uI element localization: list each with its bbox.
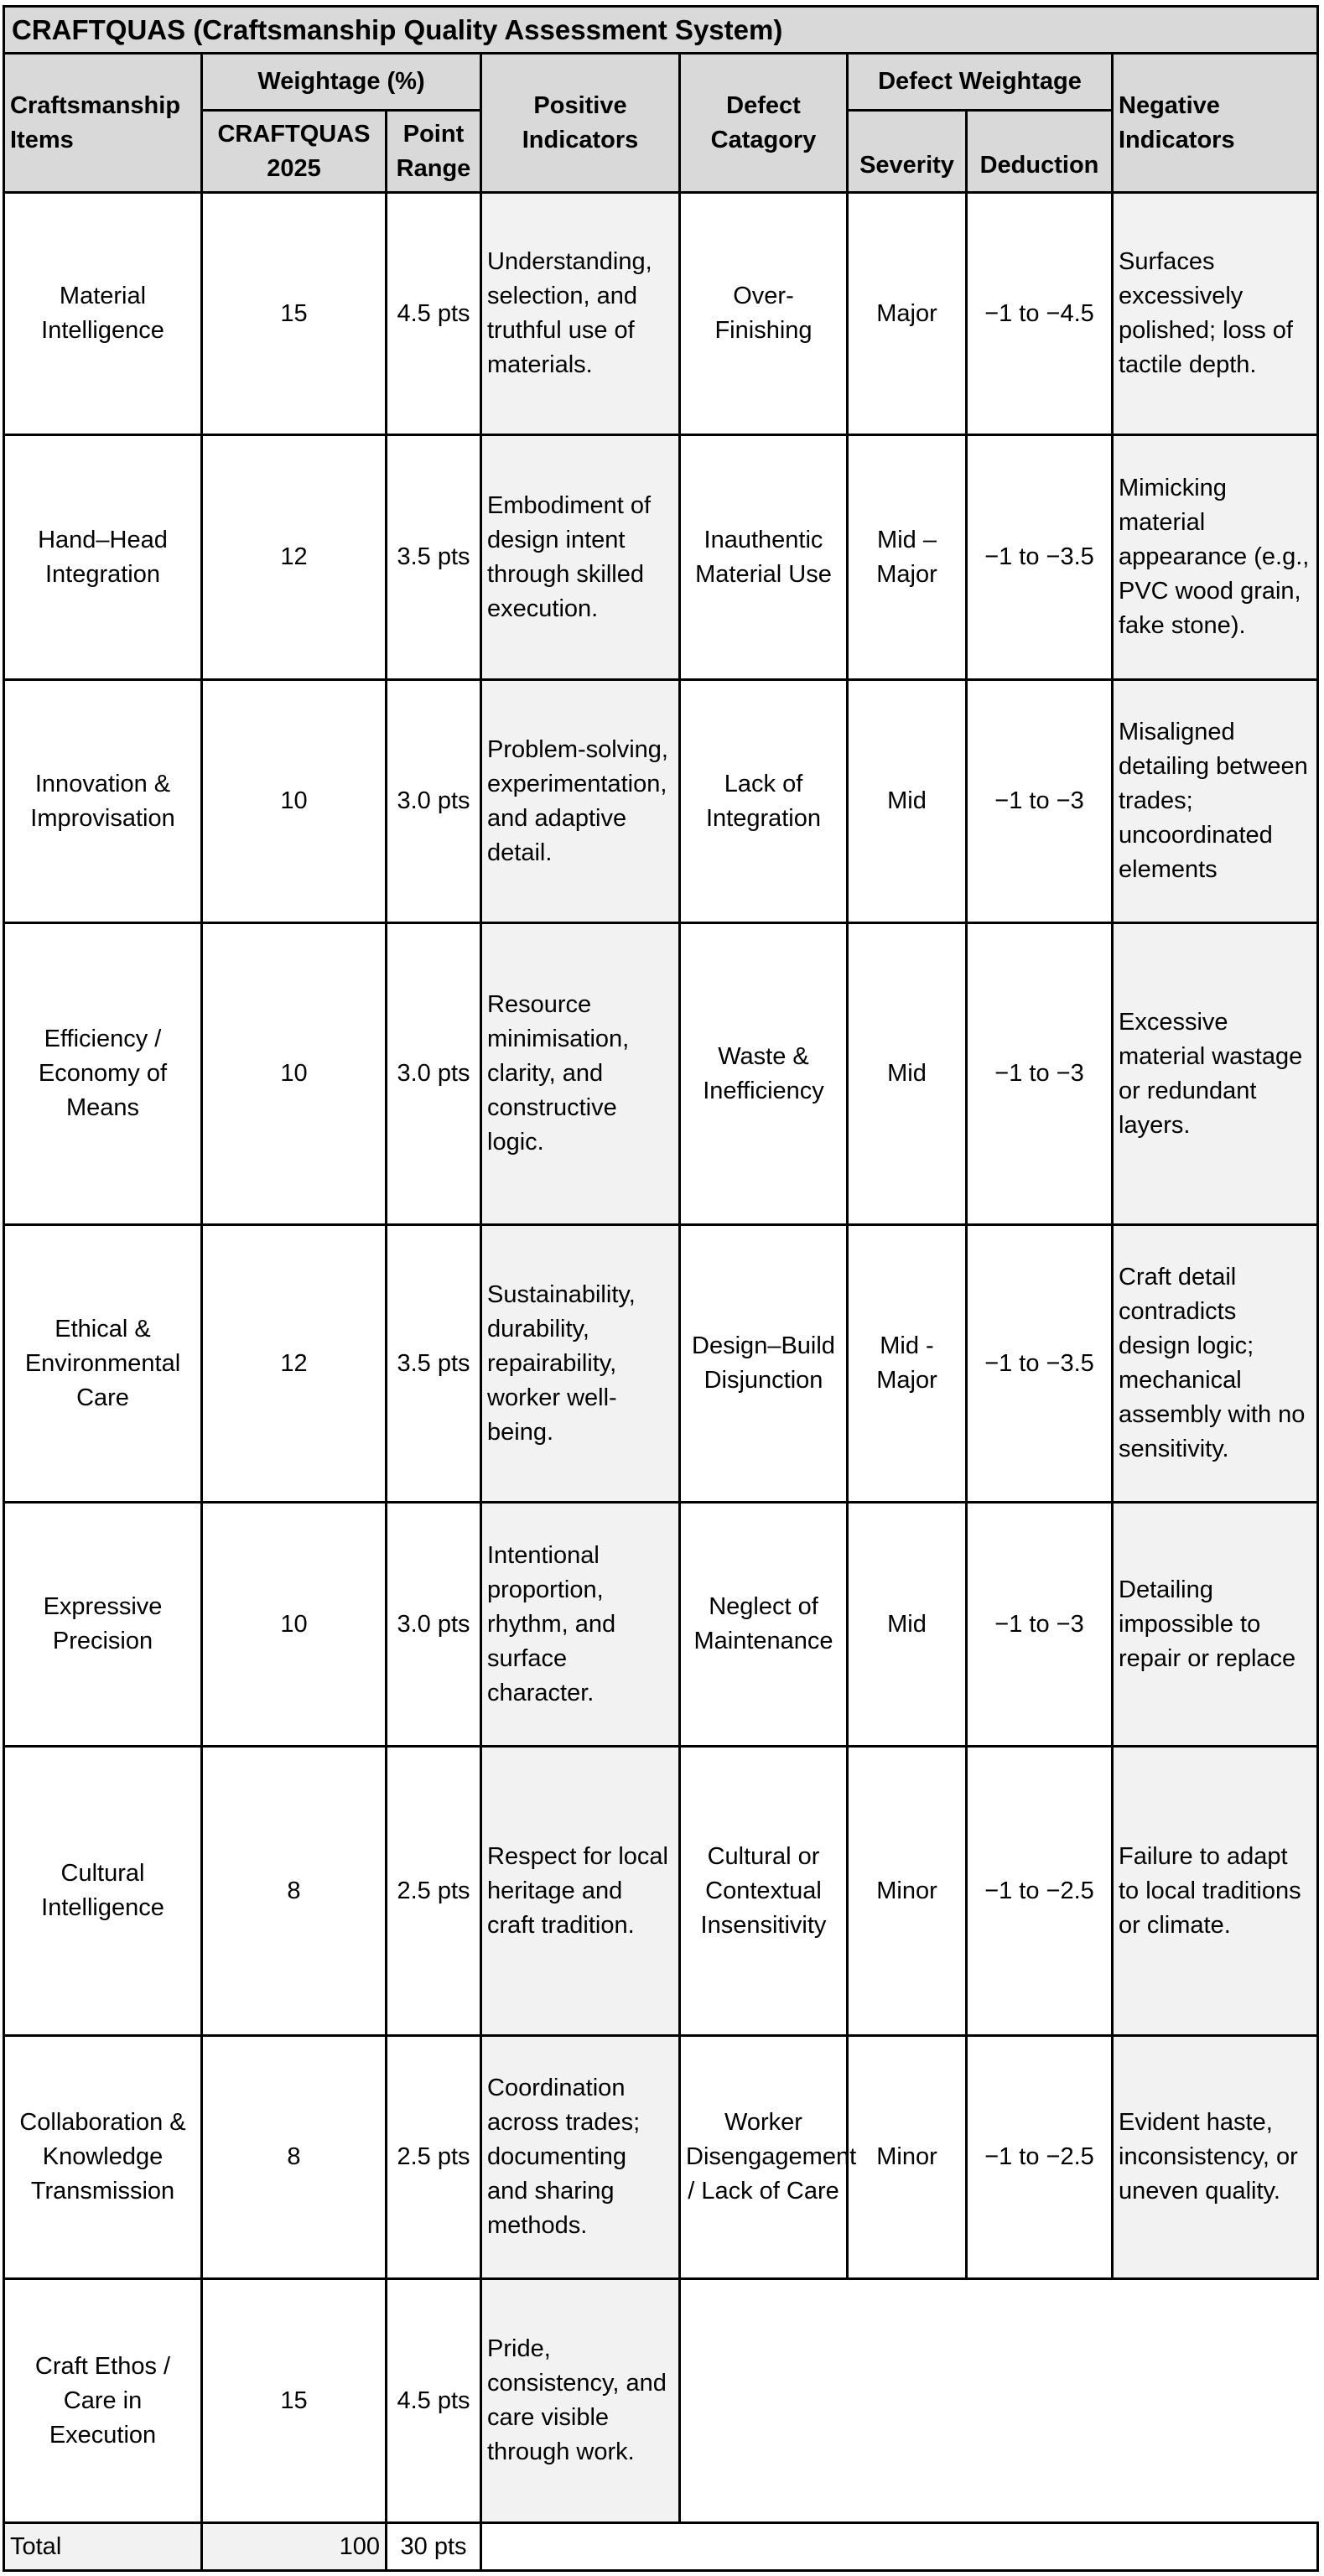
severity-cell: Mid [848, 1503, 967, 1747]
deduction-cell: −1 to −4.5 [967, 193, 1113, 435]
item-cell: Cultural Intelligence [4, 1747, 202, 2036]
table-row [4, 193, 1318, 435]
defect-cell: Over-Finishing [680, 193, 848, 435]
item-cell: Efficiency / Economy of Means [4, 923, 202, 1225]
header-defect-weightage: Defect Weightage [848, 54, 1113, 111]
deduction-cell: −1 to −3 [967, 923, 1113, 1225]
points-cell: 3.0 pts [387, 680, 481, 923]
deduction-cell: −1 to −3 [967, 1503, 1113, 1747]
table-title: CRAFTQUAS (Craftsmanship Quality Assessment System) [4, 7, 1318, 54]
table-row [4, 923, 1318, 1225]
negative-cell: Surfaces excessively polished; loss of tactile depth. [1113, 193, 1318, 435]
item-cell: Material Intelligence [4, 193, 202, 435]
header-craftquas-2025: CRAFTQUAS 2025 [202, 111, 387, 193]
defect-cell: Lack of Integration [680, 680, 848, 923]
deduction-cell: −1 to −2.5 [967, 1747, 1113, 2036]
table-row [4, 1225, 1318, 1503]
defect-cell: Worker Disengagement / Lack of Care [680, 2036, 848, 2279]
item-cell: Collaboration & Knowledge Transmission [4, 2036, 202, 2279]
severity-cell: Minor [848, 2036, 967, 2279]
header-weightage: Weightage (%) [202, 54, 481, 111]
table-row [4, 1503, 1318, 1747]
defect-cell: Waste & Inefficiency [680, 923, 848, 1225]
points-cell: 4.5 pts [387, 2279, 481, 2523]
points-cell: 4.5 pts [387, 193, 481, 435]
weight-cell: 12 [202, 435, 387, 680]
total-empty [481, 2523, 1318, 2571]
severity-cell: Minor [848, 1747, 967, 2036]
header-positive-indicators: Positive Indicators [481, 54, 680, 193]
table-row [4, 2036, 1318, 2279]
deduction-cell: −1 to −3 [967, 680, 1113, 923]
negative-cell: Craft detail contradicts design logic; mechanical assembly with no sensitivity. [1113, 1225, 1318, 1503]
item-cell: Ethical & Environmental Care [4, 1225, 202, 1503]
table-row [4, 435, 1318, 680]
points-cell: 3.0 pts [387, 1503, 481, 1747]
total-points: 30 pts [387, 2523, 481, 2571]
positive-cell: Problem-solving, experimentation, and adaptive detail. [481, 680, 680, 923]
weight-cell: 10 [202, 1503, 387, 1747]
negative-cell: Failure to adapt to local traditions or climate. [1113, 1747, 1318, 2036]
empty-cell [680, 2279, 1318, 2523]
negative-cell: Detailing impossible to repair or replace [1113, 1503, 1318, 1747]
weight-cell: 12 [202, 1225, 387, 1503]
table-row [4, 2279, 1318, 2523]
points-cell: 3.0 pts [387, 923, 481, 1225]
item-cell: Innovation & Improvisation [4, 680, 202, 923]
positive-cell: Understanding, selection, and truthful use of materials. [481, 193, 680, 435]
negative-cell: Excessive material wastage or redundant layers. [1113, 923, 1318, 1225]
weight-cell: 10 [202, 923, 387, 1225]
defect-cell: Design–Build Disjunction [680, 1225, 848, 1503]
item-cell: Expressive Precision [4, 1503, 202, 1747]
weight-cell: 15 [202, 193, 387, 435]
points-cell: 2.5 pts [387, 1747, 481, 2036]
table-row [4, 1747, 1318, 2036]
header-severity: Severity [848, 111, 967, 193]
positive-cell: Respect for local heritage and craft tradition. [481, 1747, 680, 2036]
defect-cell: Cultural or Contextual Insensitivity [680, 1747, 848, 2036]
negative-cell: Misaligned detailing between trades; uncoordinated elements [1113, 680, 1318, 923]
defect-cell: Inauthentic Material Use [680, 435, 848, 680]
points-cell: 2.5 pts [387, 2036, 481, 2279]
total-row [4, 2523, 1318, 2571]
craftquas-table [3, 5, 1319, 2572]
deduction-cell: −1 to −3.5 [967, 435, 1113, 680]
negative-cell: Mimicking material appearance (e.g., PVC wood grain, fake stone). [1113, 435, 1318, 680]
positive-cell: Intentional proportion, rhythm, and surface character. [481, 1503, 680, 1747]
negative-cell: Evident haste, inconsistency, or uneven quality. [1113, 2036, 1318, 2279]
deduction-cell: −1 to −2.5 [967, 2036, 1113, 2279]
positive-cell: Pride, consistency, and care visible through work. [481, 2279, 680, 2523]
total-weight: 100 [202, 2523, 387, 2571]
severity-cell: Major [848, 193, 967, 435]
weight-cell: 8 [202, 2036, 387, 2279]
severity-cell: Mid [848, 923, 967, 1225]
header-negative-indicators: Negative Indicators [1113, 54, 1318, 193]
positive-cell: Resource minimisation, clarity, and constructive logic. [481, 923, 680, 1225]
header-craftsmanship-items: Craftsmanship Items [4, 54, 202, 193]
positive-cell: Sustainability, durability, repairability, worker well-being. [481, 1225, 680, 1503]
severity-cell: Mid – Major [848, 435, 967, 680]
severity-cell: Mid - Major [848, 1225, 967, 1503]
points-cell: 3.5 pts [387, 435, 481, 680]
weight-cell: 15 [202, 2279, 387, 2523]
weight-cell: 10 [202, 680, 387, 923]
points-cell: 3.5 pts [387, 1225, 481, 1503]
total-label: Total [4, 2523, 202, 2571]
header-deduction: Deduction [967, 111, 1113, 193]
defect-cell: Neglect of Maintenance [680, 1503, 848, 1747]
item-cell: Hand–Head Integration [4, 435, 202, 680]
weight-cell: 8 [202, 1747, 387, 2036]
table-row [4, 680, 1318, 923]
positive-cell: Coordination across trades; documenting and sharing methods. [481, 2036, 680, 2279]
positive-cell: Embodiment of design intent through skilled execution. [481, 435, 680, 680]
header-point-range: Point Range [387, 111, 481, 193]
header-defect-category: Defect Catagory [680, 54, 848, 193]
deduction-cell: −1 to −3.5 [967, 1225, 1113, 1503]
severity-cell: Mid [848, 680, 967, 923]
item-cell: Craft Ethos / Care in Execution [4, 2279, 202, 2523]
